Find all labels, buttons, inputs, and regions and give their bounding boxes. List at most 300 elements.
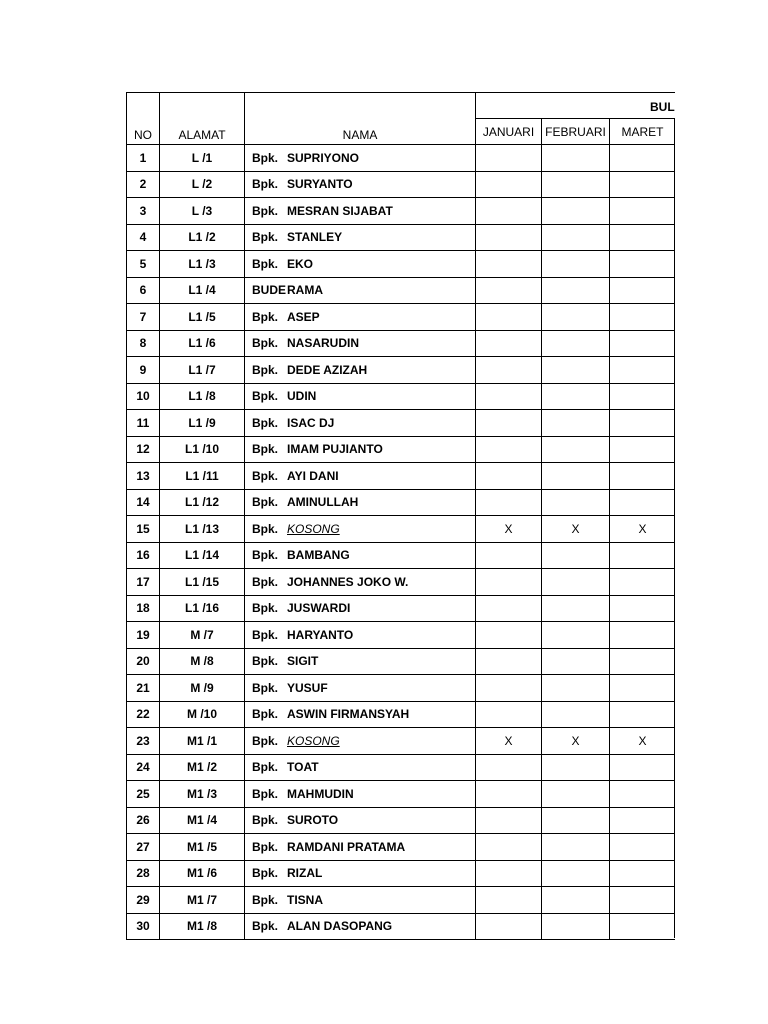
row-no-cell[interactable]: 1 bbox=[127, 145, 160, 172]
row-alamat-cell[interactable]: M1 /3 bbox=[160, 781, 245, 808]
table-row bbox=[127, 675, 687, 702]
nama-prefix: Bpk. bbox=[252, 680, 279, 695]
table-row bbox=[127, 701, 687, 728]
header-month-januari: JANUARI bbox=[476, 119, 542, 145]
row-nama-cell[interactable] bbox=[245, 489, 476, 516]
nama-value: RAMDANI PRATAMA bbox=[287, 839, 406, 854]
row-no-cell[interactable]: 30 bbox=[127, 913, 160, 940]
nama-prefix: Bpk. bbox=[252, 548, 279, 563]
cell-januari[interactable]: X bbox=[476, 728, 542, 755]
cell-februari[interactable] bbox=[542, 357, 610, 384]
row-nama-cell[interactable] bbox=[245, 198, 476, 225]
row-no-cell[interactable]: 16 bbox=[127, 542, 160, 569]
nama-prefix: Bpk. bbox=[252, 707, 279, 722]
row-no-cell[interactable]: 17 bbox=[127, 569, 160, 596]
nama-prefix: Bpk. bbox=[252, 786, 279, 801]
row-nama-cell[interactable] bbox=[245, 357, 476, 384]
nama-value: YUSUF bbox=[287, 680, 328, 695]
row-alamat-cell[interactable]: M /8 bbox=[160, 648, 245, 675]
table-row bbox=[127, 224, 687, 251]
row-no-cell[interactable]: 18 bbox=[127, 595, 160, 622]
table-row bbox=[127, 145, 687, 172]
table-row bbox=[127, 277, 687, 304]
header-bulan: BUL bbox=[650, 100, 675, 114]
cell-januari[interactable] bbox=[476, 807, 542, 834]
cell-maret[interactable] bbox=[610, 171, 676, 198]
nama-content bbox=[245, 919, 475, 933]
cell-januari[interactable] bbox=[476, 622, 542, 649]
cell-maret[interactable] bbox=[610, 542, 676, 569]
cell-maret[interactable] bbox=[610, 145, 676, 172]
table-row bbox=[127, 198, 687, 225]
nama-prefix: Bpk. bbox=[252, 309, 279, 324]
nama-prefix: Bpk. bbox=[252, 839, 279, 854]
nama-value: MESRAN SIJABAT bbox=[287, 203, 393, 218]
nama-kosong: KOSONG bbox=[287, 733, 340, 748]
row-no-cell[interactable]: 24 bbox=[127, 754, 160, 781]
row-alamat-cell[interactable]: M /10 bbox=[160, 701, 245, 728]
table-row bbox=[127, 383, 687, 410]
row-no-cell[interactable]: 13 bbox=[127, 463, 160, 490]
row-alamat-cell[interactable]: L1 /8 bbox=[160, 383, 245, 410]
nama-prefix: Bpk. bbox=[252, 654, 279, 669]
nama-value: ISAC DJ bbox=[287, 415, 335, 430]
nama-content bbox=[245, 813, 475, 827]
nama-prefix: Bpk. bbox=[252, 389, 279, 404]
row-alamat-cell[interactable]: L1 /2 bbox=[160, 224, 245, 251]
row-alamat-cell[interactable]: L1 /4 bbox=[160, 277, 245, 304]
nama-value: NASARUDIN bbox=[287, 336, 359, 351]
nama-value: SURYANTO bbox=[287, 177, 353, 192]
nama-prefix: Bpk. bbox=[252, 521, 279, 536]
header-month-februari: FEBRUARI bbox=[542, 119, 610, 145]
nama-value: MAHMUDIN bbox=[287, 786, 354, 801]
cell-maret[interactable] bbox=[610, 224, 676, 251]
nama-value: SUPRIYONO bbox=[287, 150, 360, 165]
cell-januari[interactable]: X bbox=[476, 516, 542, 543]
nama-value: DEDE AZIZAH bbox=[287, 362, 368, 377]
row-alamat-cell[interactable]: L1 /11 bbox=[160, 463, 245, 490]
nama-value: IMAM PUJIANTO bbox=[287, 442, 383, 457]
nama-value: BAMBANG bbox=[287, 548, 350, 563]
cell-januari[interactable] bbox=[476, 834, 542, 861]
row-no-cell[interactable]: 11 bbox=[127, 410, 160, 437]
row-no-cell[interactable]: 7 bbox=[127, 304, 160, 331]
cell-maret[interactable] bbox=[610, 807, 676, 834]
nama-value: HARYANTO bbox=[287, 627, 354, 642]
cell-januari[interactable] bbox=[476, 887, 542, 914]
nama-prefix: Bpk. bbox=[252, 442, 279, 457]
row-no-cell[interactable]: 29 bbox=[127, 887, 160, 914]
nama-content bbox=[245, 495, 475, 509]
cell-maret[interactable] bbox=[610, 648, 676, 675]
cell-februari[interactable] bbox=[542, 860, 610, 887]
table-row bbox=[127, 542, 687, 569]
row-alamat-cell[interactable]: M1 /2 bbox=[160, 754, 245, 781]
cell-februari[interactable] bbox=[542, 595, 610, 622]
nama-prefix: Bpk. bbox=[252, 495, 279, 510]
nama-prefix: Bpk. bbox=[252, 627, 279, 642]
cell-februari[interactable] bbox=[542, 834, 610, 861]
cell-januari[interactable] bbox=[476, 330, 542, 357]
row-alamat-cell[interactable]: M1 /1 bbox=[160, 728, 245, 755]
cell-januari[interactable] bbox=[476, 489, 542, 516]
cell-februari[interactable] bbox=[542, 145, 610, 172]
row-nama-cell[interactable] bbox=[245, 913, 476, 940]
row-nama-cell[interactable] bbox=[245, 569, 476, 596]
cell-januari[interactable] bbox=[476, 410, 542, 437]
row-no-cell[interactable]: 6 bbox=[127, 277, 160, 304]
row-nama-cell[interactable] bbox=[245, 834, 476, 861]
nama-kosong: KOSONG bbox=[287, 521, 340, 536]
row-alamat-cell[interactable]: L1 /3 bbox=[160, 251, 245, 278]
nama-content bbox=[245, 840, 475, 854]
row-no-cell[interactable]: 15 bbox=[127, 516, 160, 543]
table-row bbox=[127, 622, 687, 649]
cell-januari[interactable] bbox=[476, 595, 542, 622]
header-alamat: ALAMAT bbox=[160, 93, 245, 145]
row-no-cell[interactable]: 5 bbox=[127, 251, 160, 278]
cell-maret[interactable] bbox=[610, 701, 676, 728]
nama-value: JOHANNES JOKO W. bbox=[287, 574, 409, 589]
row-no-cell[interactable]: 10 bbox=[127, 383, 160, 410]
cell-februari[interactable]: X bbox=[542, 516, 610, 543]
cell-januari[interactable] bbox=[476, 542, 542, 569]
cell-januari[interactable] bbox=[476, 913, 542, 940]
cell-januari[interactable] bbox=[476, 436, 542, 463]
nama-content bbox=[245, 336, 475, 350]
nama-content bbox=[245, 760, 475, 774]
cell-maret[interactable]: X bbox=[610, 728, 676, 755]
cell-maret[interactable] bbox=[610, 754, 676, 781]
cell-februari[interactable] bbox=[542, 304, 610, 331]
cell-maret[interactable] bbox=[610, 463, 676, 490]
nama-content bbox=[245, 654, 475, 668]
row-alamat-cell[interactable]: L1 /12 bbox=[160, 489, 245, 516]
cell-januari[interactable] bbox=[476, 171, 542, 198]
nama-value: SUROTO bbox=[287, 813, 339, 828]
cell-januari[interactable] bbox=[476, 224, 542, 251]
cell-januari[interactable] bbox=[476, 145, 542, 172]
cell-januari[interactable] bbox=[476, 860, 542, 887]
table-row bbox=[127, 728, 687, 755]
nama-value: SIGIT bbox=[287, 654, 319, 669]
row-nama-cell[interactable] bbox=[245, 860, 476, 887]
cell-maret[interactable] bbox=[610, 781, 676, 808]
cell-februari[interactable]: X bbox=[542, 728, 610, 755]
cell-februari[interactable] bbox=[542, 569, 610, 596]
cell-januari[interactable] bbox=[476, 701, 542, 728]
cell-februari[interactable] bbox=[542, 781, 610, 808]
row-nama-cell[interactable] bbox=[245, 251, 476, 278]
nama-content bbox=[245, 257, 475, 271]
nama-prefix: Bpk. bbox=[252, 336, 279, 351]
cell-februari[interactable] bbox=[542, 622, 610, 649]
nama-content bbox=[245, 363, 475, 377]
nama-prefix: Bpk. bbox=[252, 415, 279, 430]
row-alamat-cell[interactable]: M1 /6 bbox=[160, 860, 245, 887]
nama-prefix: Bpk. bbox=[252, 468, 279, 483]
table-row bbox=[127, 330, 687, 357]
cell-februari[interactable] bbox=[542, 383, 610, 410]
nama-content bbox=[245, 681, 475, 695]
nama-value: ASWIN FIRMANSYAH bbox=[287, 707, 410, 722]
header-no: NO bbox=[127, 93, 160, 145]
cell-januari[interactable] bbox=[476, 463, 542, 490]
cell-februari[interactable] bbox=[542, 913, 610, 940]
nama-value: EKO bbox=[287, 256, 314, 271]
row-alamat-cell[interactable]: M1 /4 bbox=[160, 807, 245, 834]
row-alamat-cell[interactable]: M1 /5 bbox=[160, 834, 245, 861]
nama-content bbox=[245, 707, 475, 721]
resident-table bbox=[126, 92, 687, 940]
row-nama-cell[interactable] bbox=[245, 304, 476, 331]
cell-februari[interactable] bbox=[542, 198, 610, 225]
table-row bbox=[127, 887, 687, 914]
nama-value: ALAN DASOPANG bbox=[287, 919, 393, 934]
row-nama-cell[interactable] bbox=[245, 754, 476, 781]
cell-maret[interactable] bbox=[610, 357, 676, 384]
cell-januari[interactable] bbox=[476, 648, 542, 675]
table-row bbox=[127, 754, 687, 781]
row-nama-cell[interactable] bbox=[245, 887, 476, 914]
cell-januari[interactable] bbox=[476, 251, 542, 278]
nama-content bbox=[245, 548, 475, 562]
nama-content bbox=[245, 787, 475, 801]
row-alamat-cell[interactable]: L /1 bbox=[160, 145, 245, 172]
cell-februari[interactable] bbox=[542, 675, 610, 702]
table-row bbox=[127, 807, 687, 834]
row-nama-cell[interactable] bbox=[245, 224, 476, 251]
row-nama-cell[interactable] bbox=[245, 675, 476, 702]
row-no-cell[interactable]: 28 bbox=[127, 860, 160, 887]
nama-prefix: Bpk. bbox=[252, 866, 279, 881]
row-nama-cell[interactable] bbox=[245, 781, 476, 808]
table-row bbox=[127, 463, 687, 490]
cell-februari[interactable] bbox=[542, 224, 610, 251]
cell-februari[interactable] bbox=[542, 701, 610, 728]
nama-prefix: Bpk. bbox=[252, 813, 279, 828]
cell-maret[interactable] bbox=[610, 436, 676, 463]
cell-februari[interactable] bbox=[542, 171, 610, 198]
cell-januari[interactable] bbox=[476, 198, 542, 225]
header-row-top bbox=[127, 93, 687, 119]
row-nama-cell[interactable] bbox=[245, 277, 476, 304]
row-alamat-cell[interactable]: L1 /7 bbox=[160, 357, 245, 384]
row-nama-cell[interactable] bbox=[245, 622, 476, 649]
row-alamat-cell[interactable]: L1 /16 bbox=[160, 595, 245, 622]
row-no-cell[interactable]: 25 bbox=[127, 781, 160, 808]
row-no-cell[interactable]: 14 bbox=[127, 489, 160, 516]
row-no-cell[interactable]: 23 bbox=[127, 728, 160, 755]
row-alamat-cell[interactable]: M /9 bbox=[160, 675, 245, 702]
cell-maret[interactable] bbox=[610, 304, 676, 331]
cell-maret[interactable] bbox=[610, 410, 676, 437]
cell-maret[interactable] bbox=[610, 887, 676, 914]
cell-februari[interactable] bbox=[542, 463, 610, 490]
row-alamat-cell[interactable]: L1 /14 bbox=[160, 542, 245, 569]
row-no-cell[interactable]: 26 bbox=[127, 807, 160, 834]
row-no-cell[interactable]: 27 bbox=[127, 834, 160, 861]
table-row bbox=[127, 516, 687, 543]
row-nama-cell[interactable] bbox=[245, 542, 476, 569]
nama-prefix: Bpk. bbox=[252, 760, 279, 775]
row-nama-cell[interactable] bbox=[245, 516, 476, 543]
nama-content bbox=[245, 734, 475, 748]
nama-prefix: Bpk. bbox=[252, 919, 279, 934]
row-alamat-cell[interactable]: L1 /13 bbox=[160, 516, 245, 543]
row-no-cell[interactable]: 22 bbox=[127, 701, 160, 728]
table-row bbox=[127, 834, 687, 861]
cell-januari[interactable] bbox=[476, 383, 542, 410]
row-nama-cell[interactable] bbox=[245, 410, 476, 437]
cell-maret[interactable] bbox=[610, 675, 676, 702]
row-no-cell[interactable]: 3 bbox=[127, 198, 160, 225]
nama-value: AYI DANI bbox=[287, 468, 339, 483]
row-alamat-cell[interactable]: L /3 bbox=[160, 198, 245, 225]
cell-maret[interactable] bbox=[610, 489, 676, 516]
nama-prefix: BUDE bbox=[252, 283, 287, 298]
cell-februari[interactable] bbox=[542, 542, 610, 569]
nama-value: STANLEY bbox=[287, 230, 343, 245]
cell-februari[interactable] bbox=[542, 887, 610, 914]
table-row bbox=[127, 304, 687, 331]
cell-januari[interactable] bbox=[476, 754, 542, 781]
nama-value: JUSWARDI bbox=[287, 601, 351, 616]
nama-value: ASEP bbox=[287, 309, 320, 324]
row-nama-cell[interactable] bbox=[245, 648, 476, 675]
table-row bbox=[127, 648, 687, 675]
table-row bbox=[127, 569, 687, 596]
row-no-cell[interactable]: 8 bbox=[127, 330, 160, 357]
nama-content bbox=[245, 177, 475, 191]
nama-content bbox=[245, 866, 475, 880]
cell-maret[interactable]: X bbox=[610, 516, 676, 543]
table-row bbox=[127, 595, 687, 622]
cell-januari[interactable] bbox=[476, 277, 542, 304]
row-alamat-cell[interactable]: L1 /9 bbox=[160, 410, 245, 437]
cell-maret[interactable] bbox=[610, 622, 676, 649]
cell-januari[interactable] bbox=[476, 357, 542, 384]
cell-maret[interactable] bbox=[610, 198, 676, 225]
row-nama-cell[interactable] bbox=[245, 383, 476, 410]
nama-prefix: Bpk. bbox=[252, 733, 279, 748]
row-no-cell[interactable]: 4 bbox=[127, 224, 160, 251]
row-nama-cell[interactable] bbox=[245, 436, 476, 463]
cell-februari[interactable] bbox=[542, 489, 610, 516]
header-month-maret: MARET bbox=[610, 119, 676, 145]
nama-content bbox=[245, 283, 475, 297]
cell-maret[interactable] bbox=[610, 595, 676, 622]
row-alamat-cell[interactable]: M /7 bbox=[160, 622, 245, 649]
row-alamat-cell[interactable]: L1 /15 bbox=[160, 569, 245, 596]
table-row bbox=[127, 860, 687, 887]
table-row bbox=[127, 436, 687, 463]
table-row bbox=[127, 357, 687, 384]
nama-value: TISNA bbox=[287, 892, 323, 907]
row-alamat-cell[interactable]: L1 /5 bbox=[160, 304, 245, 331]
cell-januari[interactable] bbox=[476, 675, 542, 702]
row-nama-cell[interactable] bbox=[245, 171, 476, 198]
nama-value: AMINULLAH bbox=[287, 495, 359, 510]
cell-januari[interactable] bbox=[476, 781, 542, 808]
nama-prefix: Bpk. bbox=[252, 177, 279, 192]
row-alamat-cell[interactable]: L1 /6 bbox=[160, 330, 245, 357]
row-alamat-cell[interactable]: M1 /8 bbox=[160, 913, 245, 940]
cut-column-edge bbox=[674, 118, 675, 938]
row-no-cell[interactable]: 20 bbox=[127, 648, 160, 675]
nama-content bbox=[245, 522, 475, 536]
cell-februari[interactable] bbox=[542, 648, 610, 675]
table-row bbox=[127, 913, 687, 940]
row-nama-cell[interactable] bbox=[245, 463, 476, 490]
cell-maret[interactable] bbox=[610, 569, 676, 596]
nama-prefix: Bpk. bbox=[252, 574, 279, 589]
row-alamat-cell[interactable]: L1 /10 bbox=[160, 436, 245, 463]
cell-januari[interactable] bbox=[476, 569, 542, 596]
row-nama-cell[interactable] bbox=[245, 728, 476, 755]
table-row bbox=[127, 251, 687, 278]
nama-content bbox=[245, 310, 475, 324]
row-no-cell[interactable]: 21 bbox=[127, 675, 160, 702]
nama-prefix: Bpk. bbox=[252, 362, 279, 377]
row-alamat-cell[interactable]: M1 /7 bbox=[160, 887, 245, 914]
cell-januari[interactable] bbox=[476, 304, 542, 331]
nama-value: RAMA bbox=[287, 283, 323, 298]
cell-februari[interactable] bbox=[542, 410, 610, 437]
row-nama-cell[interactable] bbox=[245, 145, 476, 172]
cell-maret[interactable] bbox=[610, 330, 676, 357]
nama-content bbox=[245, 628, 475, 642]
nama-prefix: Bpk. bbox=[252, 892, 279, 907]
row-no-cell[interactable]: 9 bbox=[127, 357, 160, 384]
header-nama: NAMA bbox=[245, 93, 476, 145]
cell-februari[interactable] bbox=[542, 754, 610, 781]
row-alamat-cell[interactable]: L /2 bbox=[160, 171, 245, 198]
row-nama-cell[interactable] bbox=[245, 330, 476, 357]
cell-februari[interactable] bbox=[542, 436, 610, 463]
row-nama-cell[interactable] bbox=[245, 595, 476, 622]
row-no-cell[interactable]: 19 bbox=[127, 622, 160, 649]
cell-maret[interactable] bbox=[610, 277, 676, 304]
nama-content bbox=[245, 575, 475, 589]
row-nama-cell[interactable] bbox=[245, 807, 476, 834]
table-row bbox=[127, 410, 687, 437]
row-no-cell[interactable]: 12 bbox=[127, 436, 160, 463]
cell-maret[interactable] bbox=[610, 913, 676, 940]
cell-februari[interactable] bbox=[542, 277, 610, 304]
row-nama-cell[interactable] bbox=[245, 701, 476, 728]
row-no-cell[interactable]: 2 bbox=[127, 171, 160, 198]
nama-content bbox=[245, 469, 475, 483]
nama-content bbox=[245, 442, 475, 456]
cell-februari[interactable] bbox=[542, 330, 610, 357]
nama-content bbox=[245, 230, 475, 244]
nama-prefix: Bpk. bbox=[252, 230, 279, 245]
cell-maret[interactable] bbox=[610, 834, 676, 861]
nama-content bbox=[245, 416, 475, 430]
table-row bbox=[127, 171, 687, 198]
cell-maret[interactable] bbox=[610, 860, 676, 887]
cell-maret[interactable] bbox=[610, 251, 676, 278]
nama-content bbox=[245, 893, 475, 907]
nama-value: UDIN bbox=[287, 389, 317, 404]
table-row bbox=[127, 489, 687, 516]
cell-februari[interactable] bbox=[542, 251, 610, 278]
cell-februari[interactable] bbox=[542, 807, 610, 834]
cell-maret[interactable] bbox=[610, 383, 676, 410]
table-row bbox=[127, 781, 687, 808]
